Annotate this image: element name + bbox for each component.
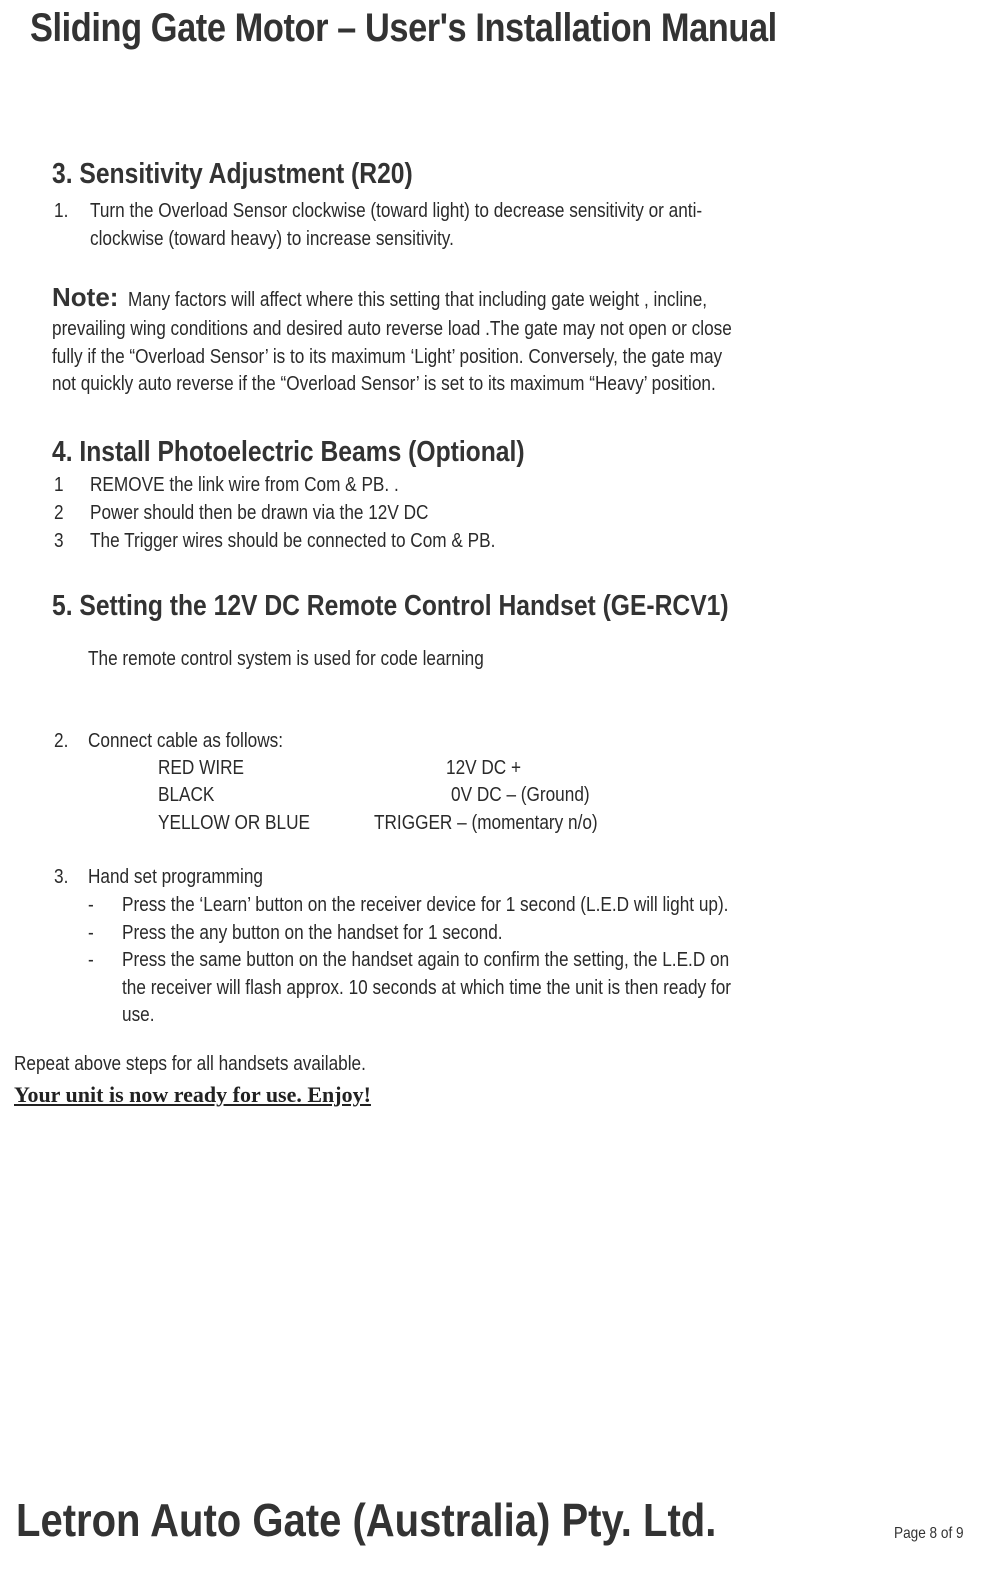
step-text: the receiver will flash approx. 10 seconds at which time the unit is then ready for: [122, 977, 732, 999]
section-3-item-line-1: Turn the Overload Sensor clockwise (toward light) to decrease sensitivity or anti-: [90, 200, 703, 222]
programming-label: Hand set programming: [88, 866, 263, 888]
section-4-item-number: 3: [54, 530, 64, 552]
wire-signal: 12V DC +: [446, 757, 522, 779]
section-5-heading: 5. Setting the 12V DC Remote Control Handset (GE-RCV1): [52, 590, 729, 622]
section-3-heading: 3. Sensitivity Adjustment (R20): [52, 158, 413, 190]
section-4-item-number: 1: [54, 474, 64, 496]
section-4-item-text: REMOVE the link wire from Com & PB. .: [90, 474, 399, 496]
connect-label: Connect cable as follows:: [88, 730, 284, 752]
page-number: Page 8 of 9: [894, 1525, 964, 1542]
ready-message: Your unit is now ready for use. Enjoy!: [14, 1082, 371, 1107]
connect-number: 2.: [54, 730, 69, 752]
wire-signal: 0V DC – (Ground): [451, 784, 590, 806]
step-text: use.: [122, 1004, 155, 1026]
section-3-item-number: 1.: [54, 200, 69, 222]
section-4-item-text: The Trigger wires should be connected to Com & PB.: [90, 530, 496, 552]
note-line-1: Many factors will affect where this setting that including gate weight , incline,: [128, 289, 708, 311]
note-line-4: not quickly auto reverse if the “Overload Sensor’ is set to its maximum “Heavy’ position.: [52, 373, 716, 395]
section-3-item-line-2: clockwise (toward heavy) to increase sensitivity.: [90, 228, 454, 250]
step-text: Press the same button on the handset again to confirm the setting, the L.E.D on: [122, 949, 730, 971]
programming-number: 3.: [54, 866, 69, 888]
section-4-item-number: 2: [54, 502, 64, 524]
company-name: Letron Auto Gate (Australia) Pty. Ltd.: [16, 1494, 717, 1546]
step-text: Press the ‘Learn’ button on the receiver device for 1 second (L.E.D will light up).: [122, 894, 729, 916]
note-line-3: fully if the “Overload Sensor’ is to its maximum ‘Light’ position. Conversely, the gate may: [52, 346, 723, 368]
section-4-item-text: Power should then be drawn via the 12V DC: [90, 502, 429, 524]
step-bullet: -: [88, 894, 94, 916]
step-text: Press the any button on the handset for 1 second.: [122, 922, 503, 944]
repeat-steps-text: Repeat above steps for all handsets available.: [14, 1053, 366, 1075]
note-label: Note:: [52, 282, 119, 312]
section-5-intro: The remote control system is used for code learning: [88, 648, 484, 670]
step-bullet: -: [88, 949, 94, 971]
step-bullet: -: [88, 922, 94, 944]
section-4-heading: 4. Install Photoelectric Beams (Optional): [52, 436, 525, 468]
wire-name: RED WIRE: [158, 757, 244, 779]
wire-signal: TRIGGER – (momentary n/o): [374, 812, 598, 834]
wire-name: YELLOW OR BLUE: [158, 812, 310, 834]
wire-name: BLACK: [158, 784, 215, 806]
page-title: Sliding Gate Motor – User's Installation Manual: [30, 6, 777, 50]
note-line-2: prevailing wing conditions and desired auto reverse load .The gate may not open or close: [52, 318, 732, 340]
